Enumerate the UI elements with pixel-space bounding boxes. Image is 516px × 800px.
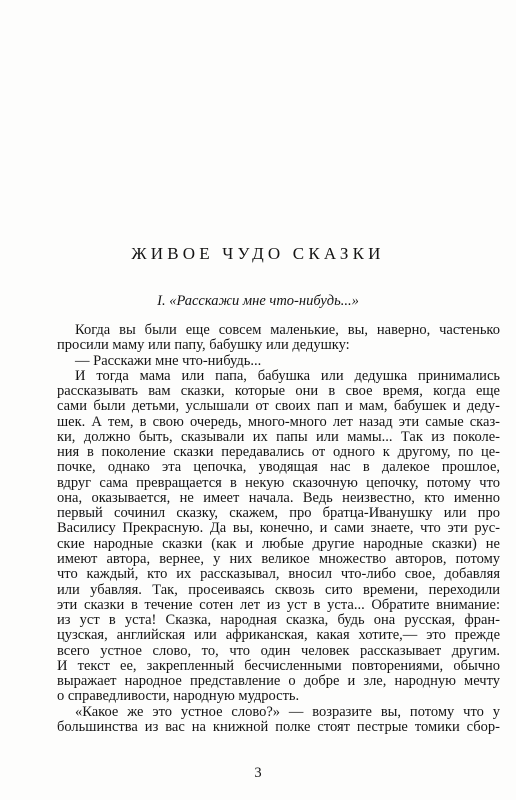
section-subtitle: I. «Расскажи мне что-нибудь...» <box>157 293 359 309</box>
body-line: Василису Прекрасную. Да вы, конечно, и сами знаете, что эти рус- <box>57 521 500 537</box>
body-line: цузская, английская или африканская, какая хотите,— это прежде <box>57 628 500 644</box>
body-text <box>57 323 500 735</box>
body-line: сами были детьми, услышали от своих пап и мам, бабушек и деду- <box>57 399 500 415</box>
body-line: шек. А тем, в свою очередь, много-много лет назад эти самые сказ- <box>57 414 500 430</box>
body-line: из уст в уста! Сказка, народная сказка, будь она русская, фран- <box>57 613 500 629</box>
body-line: рассказывать вам сказки, которые они в свое время, когда еще <box>57 384 500 400</box>
body-line: просили маму или папу, бабушку или дедушку: <box>57 338 350 354</box>
body-line: всего устное слово, то, что один человек рассказывает другим. <box>57 643 500 659</box>
chapter-title: ЖИВОЕ ЧУДО СКАЗКИ <box>131 244 385 263</box>
body-line: ния в поколение сказки передавались от одного к другому, по це- <box>57 445 500 461</box>
page-number: 3 <box>254 765 262 781</box>
body-line: ские народные сказки (как и любые другие народные сказки) не <box>57 536 500 552</box>
body-line: почке, однако эта цепочка, уводящая нас в далекое прошлое, <box>57 460 500 476</box>
body-line: Когда вы были еще совсем маленькие, вы, наверно, частенько <box>75 323 500 338</box>
body-line: И тогда мама или папа, бабушка или дедушка принимались <box>75 368 500 384</box>
body-line: И текст ее, закрепленный бесчисленными повторениями, обычно <box>57 658 500 674</box>
body-line: большинства из вас на книжной полке стоят пестрые томики сбор- <box>57 719 500 735</box>
body-line: вдруг сама превращается в некую сказочную цепочку, потому что <box>57 475 500 491</box>
body-line: первый сочинил сказку, скажем, про братца-Иванушку или про <box>57 506 500 522</box>
body-line: о справедливости, народную мудрость. <box>57 689 300 705</box>
body-line: выражает народное представление о добре и зле, народную мечту <box>57 674 500 690</box>
body-line: она, оказывается, не имеет начала. Ведь неизвестно, кто именно <box>57 490 500 506</box>
body-line: или убавляя. Так, просеиваясь сквозь сито времени, переходили <box>57 582 500 598</box>
body-line: эти сказки в течение сотен лет из уст в уста... Обратите внимание: <box>57 597 500 613</box>
body-line: — Расскажи мне что-нибудь... <box>75 353 262 369</box>
body-line: имеют автора, вернее, у них великое множество авторов, потому <box>57 551 500 567</box>
body-line: «Какое же это устное слово?» — возразите вы, потому что у <box>75 704 500 720</box>
body-line: ки, должно быть, сказывали их папы или мамы... Так из поколе- <box>57 429 500 445</box>
body-line: что каждый, кто их рассказывал, вносил что-либо свое, добавляя <box>57 567 500 583</box>
